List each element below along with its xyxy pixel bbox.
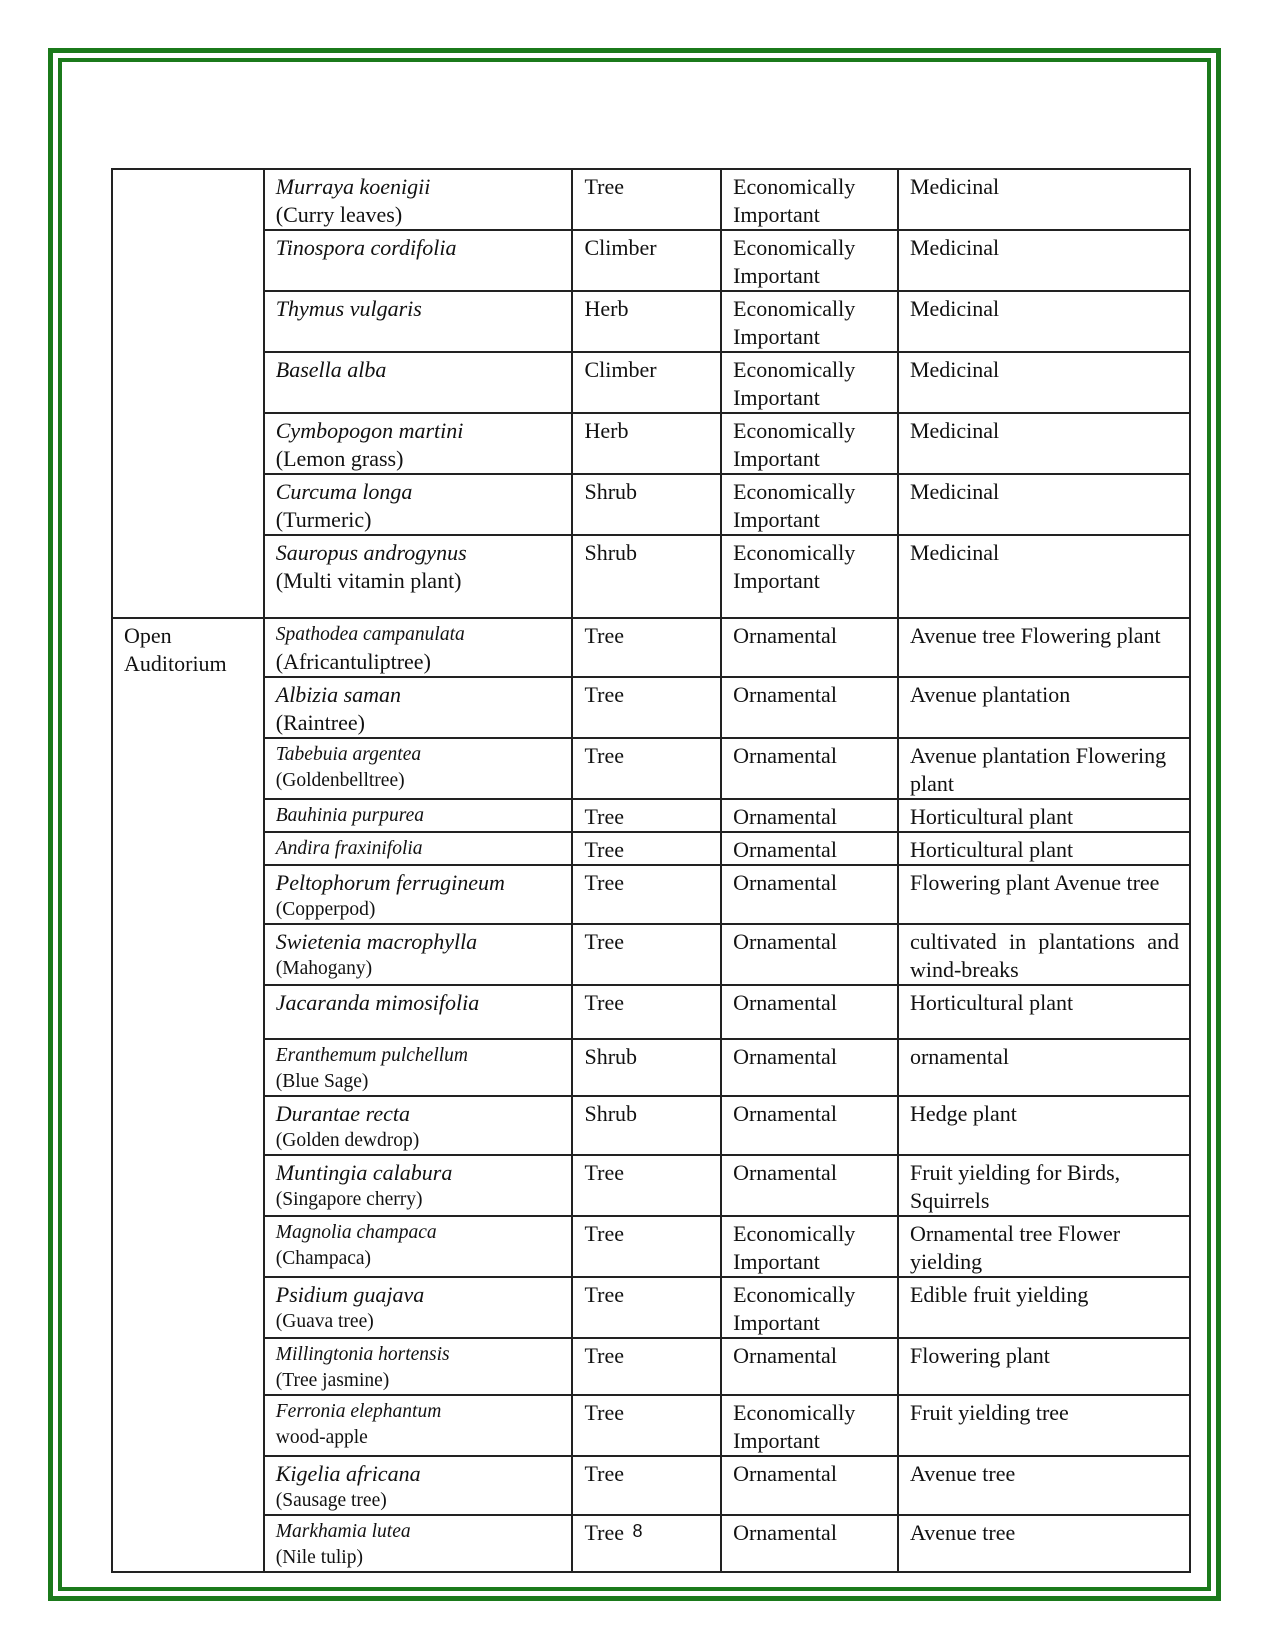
common-name: (Singapore cherry)	[275, 1189, 423, 1210]
scientific-name: Bauhinia purpurea	[275, 805, 424, 826]
category-cell: Ornamental	[721, 1096, 898, 1155]
habit-cell: Tree	[572, 169, 721, 230]
category-cell: Ornamental	[721, 832, 898, 865]
table-row	[112, 1456, 1190, 1515]
uses-cell: Fruit yielding for Birds, Squirrels	[898, 1155, 1190, 1216]
habit-cell: Shrub	[572, 474, 721, 535]
scientific-name: Spathodea campanulata	[275, 624, 465, 645]
table-row	[112, 924, 1190, 985]
scientific-name: Durantae recta	[275, 1101, 410, 1126]
scientific-name: Basella alba	[275, 357, 387, 382]
scientific-name: Murraya koenigii	[275, 174, 431, 199]
plant-name-cell	[264, 535, 573, 618]
category-cell: Ornamental	[721, 924, 898, 985]
habit-cell: Tree	[572, 738, 721, 799]
habit-cell: Tree	[572, 865, 721, 924]
plant-name-cell	[264, 1216, 573, 1277]
table-row	[112, 1096, 1190, 1155]
plant-name-cell	[264, 1096, 573, 1155]
habit-cell: Tree	[572, 1515, 721, 1572]
plant-name-cell	[264, 1338, 573, 1395]
uses-cell: Medicinal	[898, 474, 1190, 535]
page-number: 8	[632, 1521, 643, 1541]
uses-cell: Avenue plantation Flowering plant	[898, 738, 1190, 799]
category-cell: Economically Important	[721, 169, 898, 230]
scientific-name: Andira fraxinifolia	[275, 838, 423, 859]
location-cell: Open Auditorium	[112, 618, 264, 1572]
plant-name-cell	[264, 799, 573, 832]
category-cell: Economically Important	[721, 230, 898, 291]
scientific-name: Psidium guajava	[275, 1282, 425, 1307]
table-row	[112, 291, 1190, 352]
scientific-name: Jacaranda mimosifolia	[275, 990, 480, 1015]
uses-cell: Medicinal	[898, 291, 1190, 352]
scientific-name: Swietenia macrophylla	[275, 929, 478, 954]
plant-name-cell	[264, 865, 573, 924]
scientific-name: Curcuma longa	[275, 479, 413, 504]
plant-name-cell	[264, 169, 573, 230]
category-cell: Ornamental	[721, 1456, 898, 1515]
category-cell: Ornamental	[721, 1515, 898, 1572]
scientific-name: Kigelia africana	[275, 1461, 421, 1486]
uses-cell: Horticultural plant	[898, 985, 1190, 1039]
common-name: (Multi vitamin plant)	[275, 568, 462, 593]
common-name: (Mahogany)	[275, 958, 373, 979]
scientific-name: Cymbopogon martini	[275, 418, 464, 443]
table-row	[112, 1277, 1190, 1338]
plant-name-cell	[264, 738, 573, 799]
table-row	[112, 738, 1190, 799]
category-cell: Ornamental	[721, 677, 898, 738]
common-name: (Champaca)	[275, 1248, 372, 1269]
habit-cell: Tree	[572, 924, 721, 985]
common-name: (Copperpod)	[275, 899, 376, 920]
common-name: (Raintree)	[275, 710, 365, 735]
uses-cell: ornamental	[898, 1039, 1190, 1096]
common-name: (Africantuliptree)	[275, 649, 431, 674]
habit-cell: Shrub	[572, 1096, 721, 1155]
scientific-name: Eranthemum pulchellum	[275, 1045, 469, 1066]
category-cell: Economically Important	[721, 413, 898, 474]
scientific-name: Thymus vulgaris	[275, 296, 422, 321]
habit-cell: Tree	[572, 1155, 721, 1216]
category-cell: Economically Important	[721, 1395, 898, 1456]
habit-cell: Tree	[572, 1456, 721, 1515]
uses-cell: Medicinal	[898, 535, 1190, 618]
category-cell: Ornamental	[721, 799, 898, 832]
scientific-name: Markhamia lutea	[275, 1521, 411, 1542]
habit-cell: Shrub	[572, 1039, 721, 1096]
table-row	[112, 985, 1190, 1039]
table-row	[112, 352, 1190, 413]
scientific-name: Millingtonia hortensis	[275, 1344, 450, 1365]
table-row	[112, 230, 1190, 291]
table-row	[112, 1155, 1190, 1216]
category-cell: Economically Important	[721, 474, 898, 535]
plant-name-cell	[264, 230, 573, 291]
common-name: (Turmeric)	[275, 507, 372, 532]
category-cell: Economically Important	[721, 291, 898, 352]
table-row	[112, 1395, 1190, 1456]
plant-table	[111, 168, 1191, 1573]
habit-cell: Shrub	[572, 535, 721, 618]
table-row	[112, 413, 1190, 474]
uses-cell: Avenue plantation	[898, 677, 1190, 738]
habit-cell: Herb	[572, 291, 721, 352]
uses-cell: Fruit yielding tree	[898, 1395, 1190, 1456]
habit-cell: Tree	[572, 1395, 721, 1456]
scientific-name: Tinospora cordifolia	[275, 235, 457, 260]
table-row	[112, 535, 1190, 618]
habit-cell: Tree	[572, 799, 721, 832]
table-row	[112, 169, 1190, 230]
common-name: (Blue Sage)	[275, 1071, 369, 1092]
habit-cell: Tree	[572, 1338, 721, 1395]
habit-cell: Tree	[572, 832, 721, 865]
common-name: (Sausage tree)	[275, 1490, 387, 1511]
common-name: (Goldenbelltree)	[275, 770, 405, 791]
habit-cell: Tree	[572, 618, 721, 677]
plant-name-cell	[264, 618, 573, 677]
plant-name-cell	[264, 1039, 573, 1096]
habit-cell: Tree	[572, 985, 721, 1039]
uses-cell: Edible fruit yielding	[898, 1277, 1190, 1338]
common-name: (Curry leaves)	[275, 202, 403, 227]
category-cell: Ornamental	[721, 865, 898, 924]
uses-cell: Ornamental tree Flower yielding	[898, 1216, 1190, 1277]
uses-cell: Medicinal	[898, 230, 1190, 291]
scientific-name: Peltophorum ferrugineum	[275, 870, 505, 895]
location-cell	[112, 169, 264, 618]
table-row	[112, 865, 1190, 924]
common-name: (Nile tulip)	[275, 1547, 363, 1568]
uses-cell: Avenue tree	[898, 1515, 1190, 1572]
category-cell: Ornamental	[721, 618, 898, 677]
table-row	[112, 677, 1190, 738]
scientific-name: Ferronia elephantum	[275, 1401, 442, 1422]
table-row	[112, 1338, 1190, 1395]
uses-cell: cultivated in plantations and wind-breaks	[898, 924, 1190, 985]
uses-cell: Avenue tree	[898, 1456, 1190, 1515]
uses-cell: Flowering plant Avenue tree	[898, 865, 1190, 924]
plant-name-cell	[264, 413, 573, 474]
plant-name-cell	[264, 985, 573, 1039]
common-name: (Guava tree)	[275, 1311, 374, 1332]
uses-cell: Hedge plant	[898, 1096, 1190, 1155]
plant-name-cell	[264, 924, 573, 985]
habit-cell: Herb	[572, 413, 721, 474]
table-row	[112, 832, 1190, 865]
category-cell: Ornamental	[721, 985, 898, 1039]
common-name: wood-apple	[275, 1427, 368, 1448]
common-name: (Lemon grass)	[275, 446, 404, 471]
uses-cell: Avenue tree Flowering plant	[898, 618, 1190, 677]
table-row	[112, 618, 1190, 677]
category-cell: Ornamental	[721, 1155, 898, 1216]
scientific-name: Muntingia calabura	[275, 1160, 453, 1185]
common-name: (Golden dewdrop)	[275, 1130, 420, 1151]
scientific-name: Sauropus androgynus	[275, 540, 467, 565]
habit-cell: Climber	[572, 230, 721, 291]
category-cell: Economically Important	[721, 1216, 898, 1277]
common-name: (Tree jasmine)	[275, 1370, 390, 1391]
scientific-name: Tabebuia argentea	[275, 744, 422, 765]
scientific-name: Albizia saman	[275, 682, 402, 707]
plant-name-cell	[264, 474, 573, 535]
habit-cell: Tree	[572, 677, 721, 738]
category-cell: Ornamental	[721, 738, 898, 799]
uses-cell: Medicinal	[898, 169, 1190, 230]
category-cell: Economically Important	[721, 535, 898, 618]
plant-name-cell	[264, 291, 573, 352]
category-cell: Economically Important	[721, 1277, 898, 1338]
uses-cell: Medicinal	[898, 352, 1190, 413]
table-row	[112, 474, 1190, 535]
uses-cell: Horticultural plant	[898, 799, 1190, 832]
plant-name-cell	[264, 1456, 573, 1515]
habit-cell: Tree	[572, 1277, 721, 1338]
plant-name-cell	[264, 832, 573, 865]
scientific-name: Magnolia champaca	[275, 1222, 437, 1243]
habit-cell: Tree	[572, 1216, 721, 1277]
plant-name-cell	[264, 352, 573, 413]
table-row	[112, 1039, 1190, 1096]
uses-cell: Horticultural plant	[898, 832, 1190, 865]
plant-name-cell	[264, 1155, 573, 1216]
plant-name-cell	[264, 677, 573, 738]
category-cell: Economically Important	[721, 352, 898, 413]
table-row	[112, 1216, 1190, 1277]
plant-name-cell	[264, 1395, 573, 1456]
uses-cell: Medicinal	[898, 413, 1190, 474]
uses-cell: Flowering plant	[898, 1338, 1190, 1395]
category-cell: Ornamental	[721, 1039, 898, 1096]
plant-name-cell	[264, 1277, 573, 1338]
category-cell: Ornamental	[721, 1338, 898, 1395]
table-row	[112, 799, 1190, 832]
habit-cell: Climber	[572, 352, 721, 413]
